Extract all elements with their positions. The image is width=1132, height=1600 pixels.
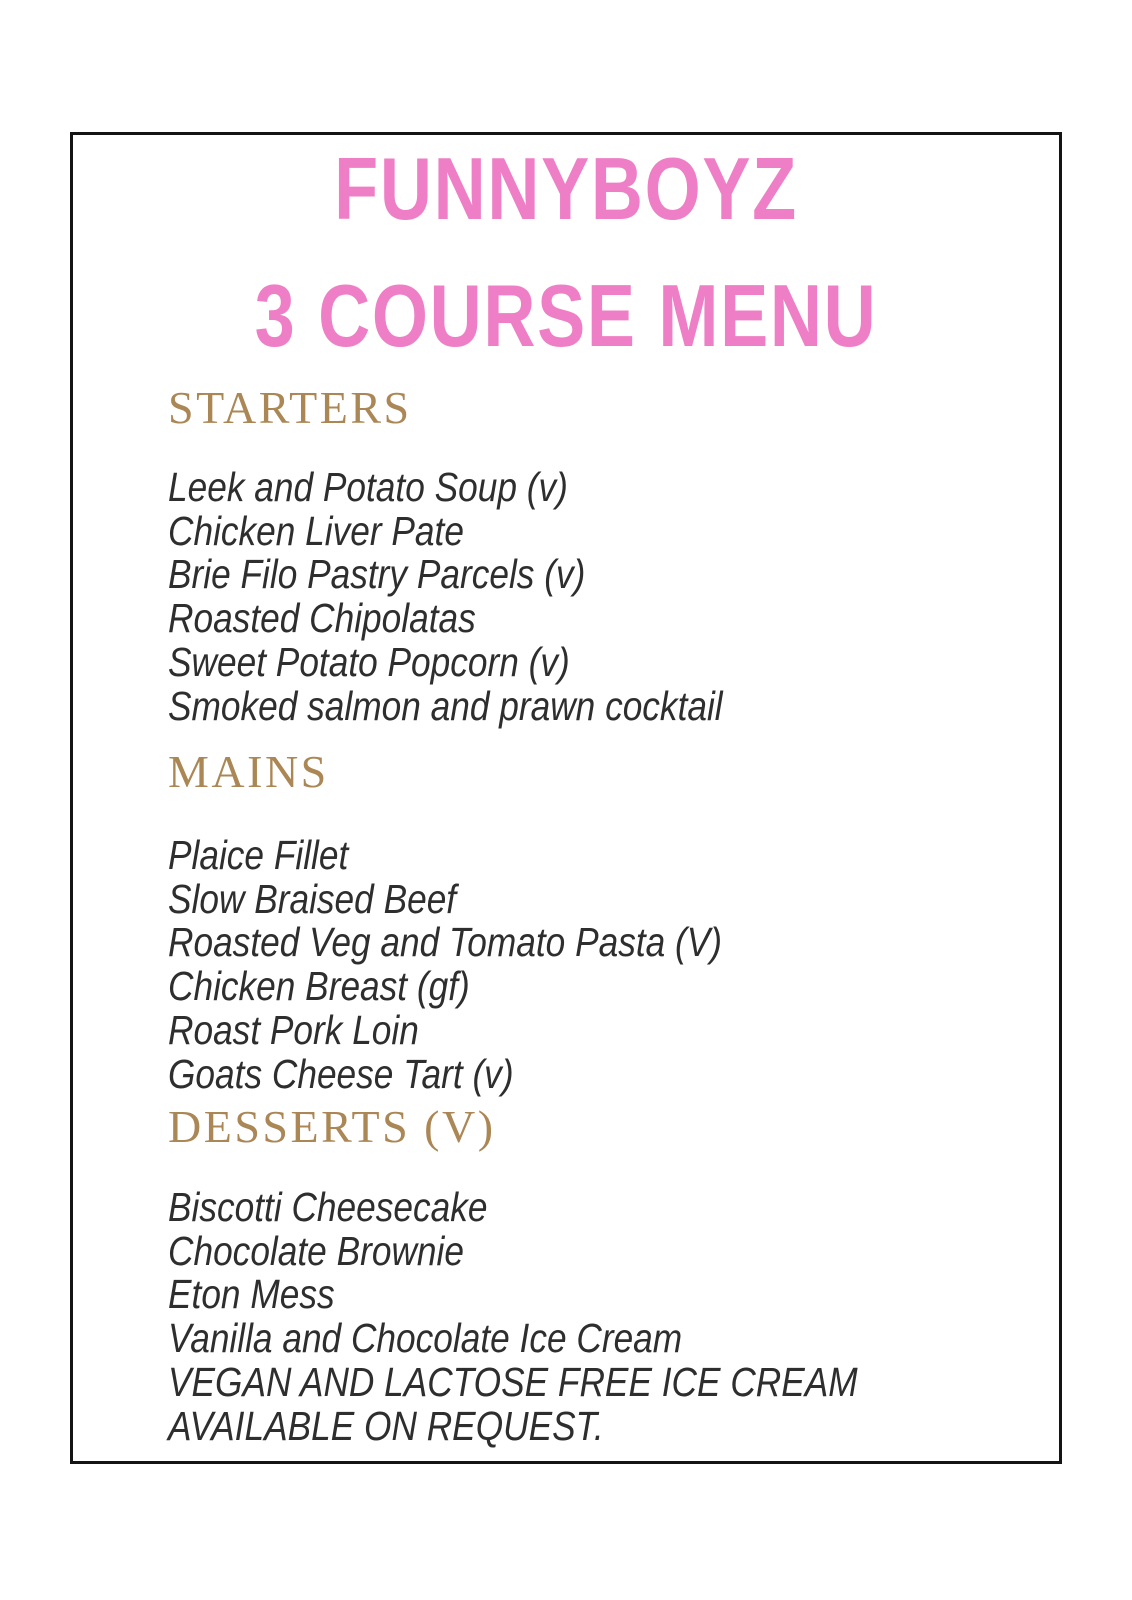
menu-item: Smoked salmon and prawn cocktail <box>168 682 723 729</box>
menu-item: Eton Mess <box>168 1271 335 1318</box>
menu-note-line: VEGAN AND LACTOSE FREE ICE CREAM <box>168 1358 858 1405</box>
menu-item: Brie Filo Pastry Parcels (v) <box>168 551 586 598</box>
menu-title-brand: FUNNYBOYZ <box>334 139 798 238</box>
menu-item: Roast Pork Loin <box>168 1006 419 1053</box>
menu-item: Chocolate Brownie <box>168 1227 464 1274</box>
menu-item: Roasted Veg and Tomato Pasta (V) <box>168 919 723 966</box>
menu-item: Biscotti Cheesecake <box>168 1184 488 1230</box>
section-heading-desserts: DESSERTS (V) <box>168 1101 496 1152</box>
starters-item-list <box>168 466 723 728</box>
section-heading-mains: MAINS <box>168 746 329 797</box>
menu-item: Slow Braised Beef <box>168 875 457 922</box>
desserts-item-list <box>168 1186 858 1448</box>
mains-item-list <box>168 834 722 1096</box>
menu-item: Chicken Breast (gf) <box>168 963 470 1010</box>
menu-item: Leek and Potato Soup (v) <box>168 464 568 510</box>
menu-item: Roasted Chipolatas <box>168 595 476 642</box>
menu-item: Chicken Liver Pate <box>168 507 464 554</box>
menu-item: Plaice Fillet <box>168 832 349 878</box>
menu-note-line: AVAILABLE ON REQUEST. <box>168 1402 604 1449</box>
menu-title-subtitle: 3 COURSE MENU <box>254 266 878 365</box>
section-heading-starters: STARTERS <box>168 382 412 433</box>
menu-item: Vanilla and Chocolate Ice Cream <box>168 1315 683 1362</box>
menu-item: Goats Cheese Tart (v) <box>168 1050 514 1097</box>
menu-card <box>70 132 1062 1464</box>
menu-item: Sweet Potato Popcorn (v) <box>168 638 570 685</box>
